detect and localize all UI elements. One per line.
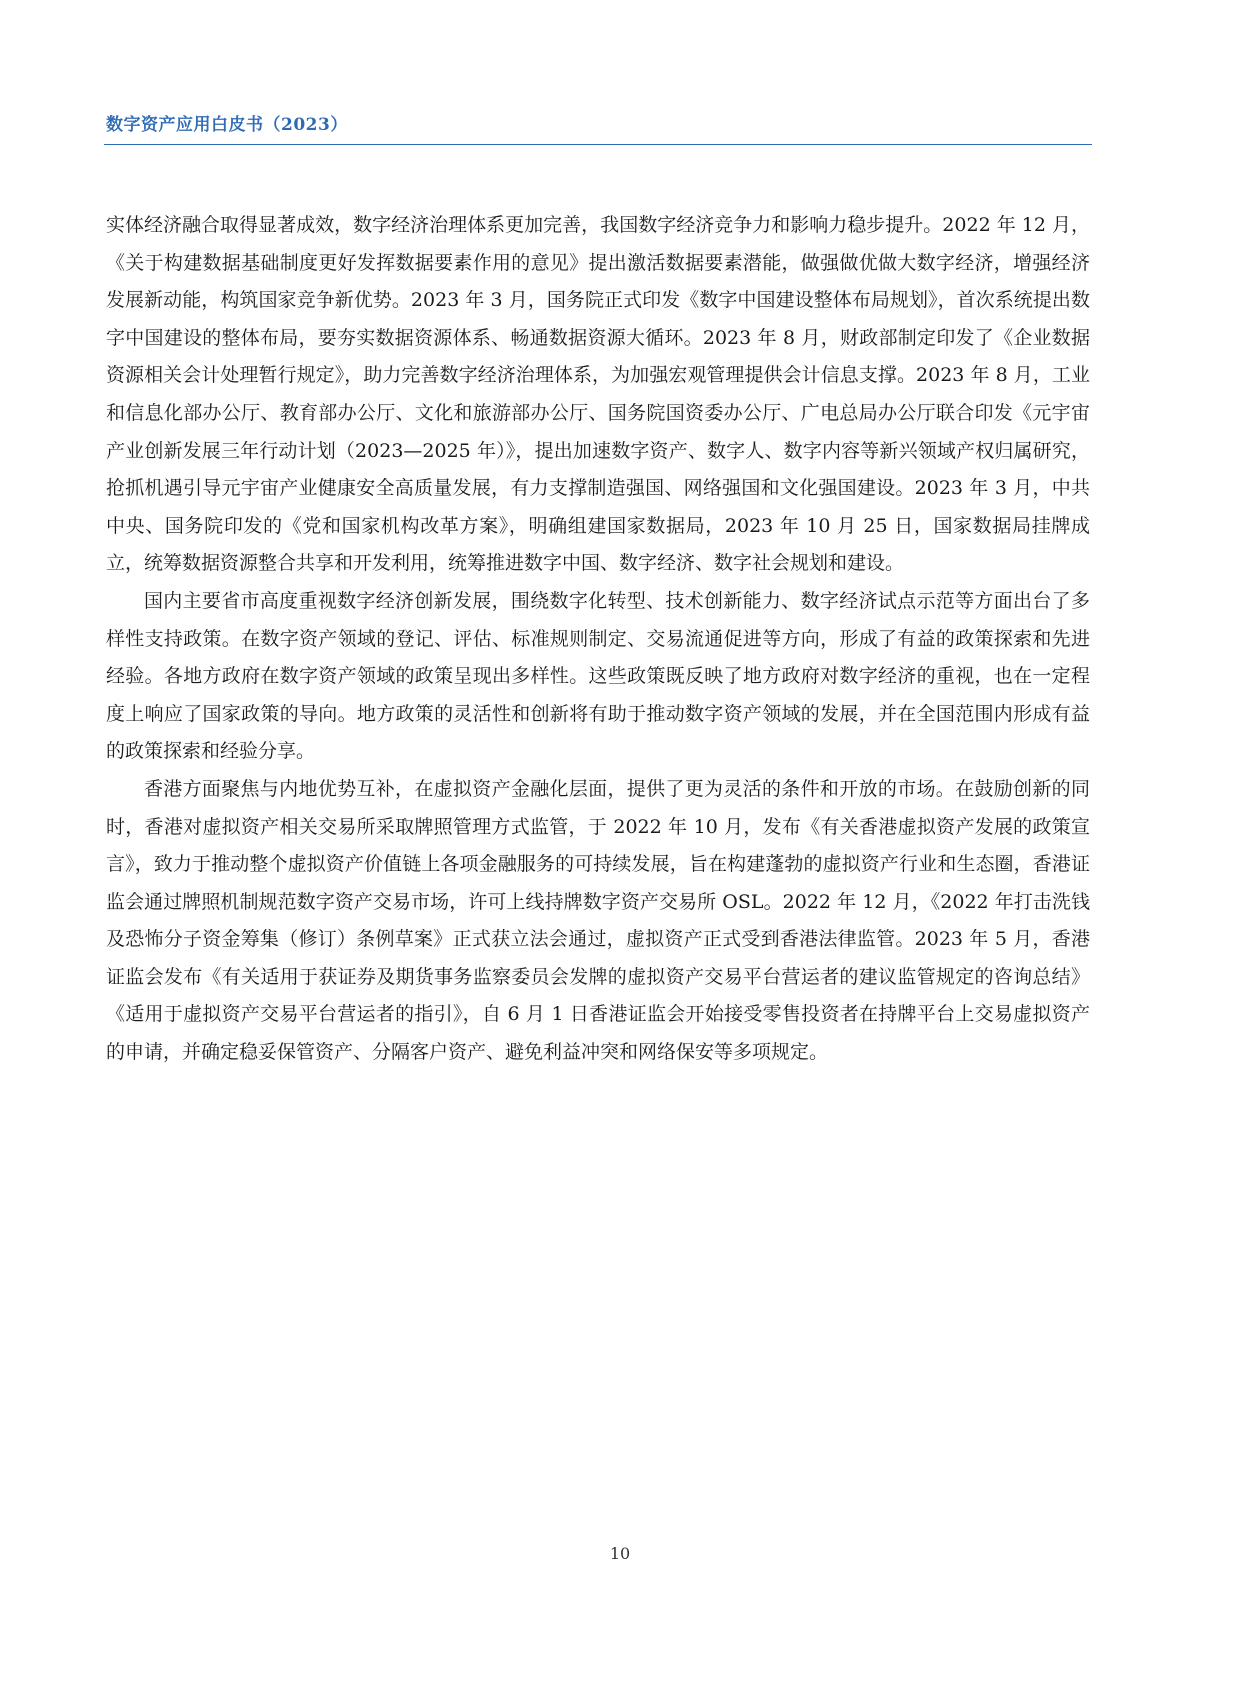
- page-header: [104, 108, 1092, 145]
- paragraph-local-policies: 国内主要省市高度重视数字经济创新发展，围绕数字化转型、技术创新能力、数字经济试点示范等方面出台了多样性支持政策。在数字资产领域的登记、评估、标准规则制定、交易流通促进等方向，形成了有益的政策探索和先进经验。各地方政府在数字资产领域的政策呈现出多样性。这些政策既反映了地方政府对数字经济的重视，也在一定程度上响应了国家政策的导向。地方政策的灵活性和创新将有助于推动数字资产领域的发展，并在全国范围内形成有益的政策探索和经验分享。: [106, 589, 1090, 763]
- paragraph-continued: 实体经济融合取得显著成效，数字经济治理体系更加完善，我国数字经济竞争力和影响力稳步提升。2022 年 12 月，《关于构建数据基础制度更好发挥数据要素作用的意见》提出激活数据要素潜能，做强做优做大数字经济，增强经济发展新动能，构筑国家竞争新优势。2023 年 3 月，国务院正式印发《数字中国建设整体布局规划》，首次系统提出数字中国建设的整体布局，要夯实数据资源体系、畅通数据资源大循环。2023 年 8 月，财政部制定印发了《企业数据资源相关会计处理暂行规定》，助力完善数字经济治理体系，为加强宏观管理提供会计信息支撑。2023 年 8 月，工业和信息化部办公厅、教育部办公厅、文化和旅游部办公厅、国务院国资委办公厅、广电总局办公厅联合印发《元宇宙产业创新发展三年行动计划（2023—2025 年）》，提出加速数字资产、数字人、数字内容等新兴领域产权归属研究，抢抓机遇引导元宇宙产业健康安全高质量发展，有力支撑制造强国、网络强国和文化强国建设。2023 年 3 月，中共中央、国务院印发的《党和国家机构改革方案》，明确组建国家数据局，2023 年 10 月 25 日，国家数据局挂牌成立，统筹数据资源整合共享和开发利用，统筹推进数字中国、数字经济、数字社会规划和建设。: [106, 214, 1090, 575]
- page-number: 10: [609, 1544, 631, 1563]
- body-content: [106, 207, 1090, 1072]
- paragraph-hong-kong: 香港方面聚焦与内地优势互补，在虚拟资产金融化层面，提供了更为灵活的条件和开放的市场。在鼓励创新的同时，香港对虚拟资产相关交易所采取牌照管理方式监管，于 2022 年 10 月，发布《有关香港虚拟资产发展的政策宣言》，致力于推动整个虚拟资产价值链上各项金融服务的可持续发展，旨在构建蓬勃的虚拟资产行业和生态圈，香港证监会通过牌照机制规范数字资产交易市场，许可上线持牌数字资产交易所 OSL。2022 年 12 月，《2022 年打击洗钱及恐怖分子资金筹集（修订）条例草案》正式获立法会通过，虚拟资产正式受到香港法律监管。2023 年 5 月，香港证监会发布《有关适用于获证券及期货事务监察委员会发牌的虚拟资产交易平台营运者的建议监管规定的咨询总结》《适用于虚拟资产交易平台营运者的指引》，自 6 月 1 日香港证监会开始接受零售投资者在持牌平台上交易虚拟资产的申请，并确定稳妥保管资产、分隔客户资产、避免利益冲突和网络保安等多项规定。: [106, 777, 1090, 1064]
- document-title: 数字资产应用白皮书（2023）: [106, 115, 348, 135]
